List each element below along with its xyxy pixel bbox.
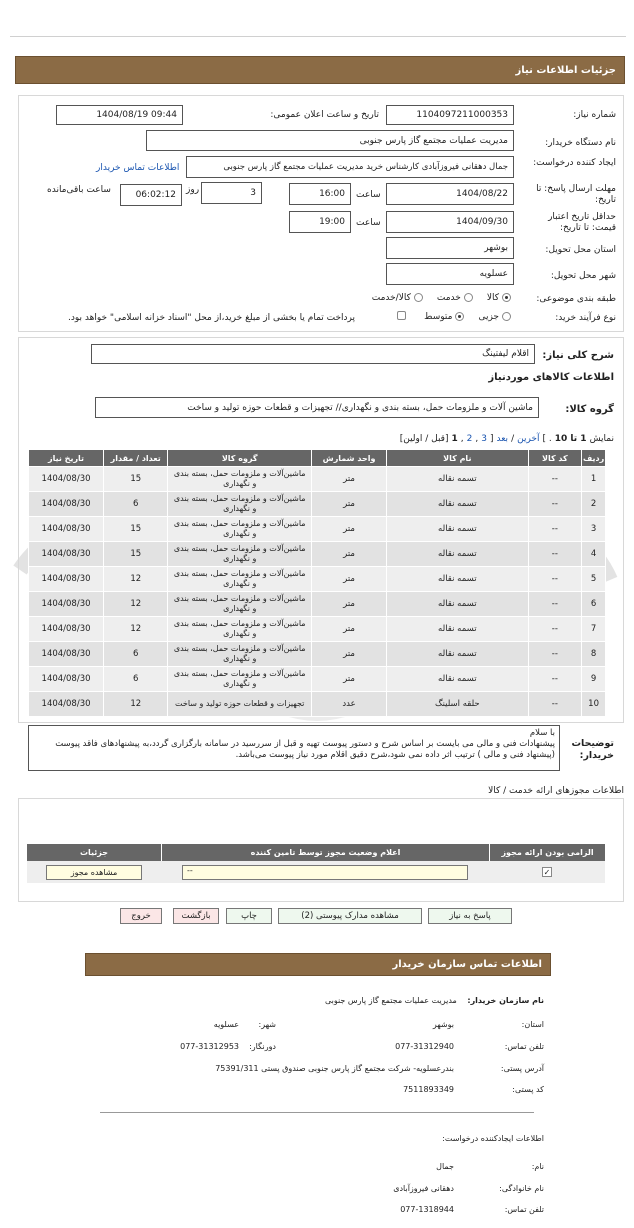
days-field: 3 [201,182,262,204]
table-cell: 8 [582,642,606,667]
table-cell: تسمه نقاله [387,542,529,567]
permits-col-header: اعلام وضعیت مجوز توسط تامین کننده [161,844,489,861]
need-number-field: 1104097211000353 [386,105,514,125]
table-row [29,542,606,567]
group-field: ماشین آلات و ملزومات حمل، بسته بندی و نگهداری// تجهیزات و قطعات حوزه تولید و ساخت [95,397,539,418]
announce-datetime-field: 1404/08/19 09:44 [56,105,183,125]
table-cell: متر [312,617,387,642]
validity-date-field: 1404/09/30 [386,211,514,233]
table-cell: 12 [104,617,168,642]
table-cell: متر [312,567,387,592]
table-cell: ماشین‌آلات و ملزومات حمل، بسته بندی و نگهداری [168,542,312,567]
need-number-label: شماره نیاز: [573,110,616,120]
table-cell: متر [312,667,387,692]
category-option-goods[interactable]: کالا [487,293,511,303]
permits-row [27,861,605,883]
table-cell: 1404/08/30 [29,642,104,667]
table-cell: 3 [582,517,606,542]
reply-button[interactable]: پاسخ به نیاز [428,908,512,924]
items-table [28,449,606,717]
table-row [29,517,606,542]
category-radio-group [372,293,511,303]
process-option-minor[interactable]: جزیی [478,312,511,322]
table-cell: -- [528,642,582,667]
summary-field: اقلام لیفتینگ [91,344,535,364]
table-cell: 6 [582,592,606,617]
process-label: نوع فرآیند خرید: [555,313,616,323]
notes-label: توضیحات خریدار: [571,738,614,761]
table-row [29,592,606,617]
table-cell: -- [528,492,582,517]
table-row [29,567,606,592]
pagination-next-link[interactable]: بعد [496,434,509,444]
summary-label: شرح کلی نیاز: [542,350,614,361]
table-cell: تسمه نقاله [387,492,529,517]
table-cell: متر [312,592,387,617]
table-cell: -- [528,617,582,642]
table-cell: 1404/08/30 [29,592,104,617]
permits-col-header: الزامی بودن ارائه مجوز [489,844,605,861]
exit-button[interactable]: خروج [120,908,162,924]
items-table-wrapper [28,449,606,717]
table-cell: متر [312,642,387,667]
contact-province-label: استان: [521,1020,544,1029]
col-header: واحد شمارش [312,450,387,467]
table-cell: ماشین‌آلات و ملزومات حمل، بسته بندی و نگهداری [168,617,312,642]
col-header: گروه کالا [168,450,312,467]
table-cell: 10 [582,692,606,717]
pagination-last-link[interactable]: آخرین [517,434,540,444]
table-cell: ماشین‌آلات و ملزومات حمل، بسته بندی و نگهداری [168,592,312,617]
table-cell: عدد [312,692,387,717]
deadline-time-field: 16:00 [289,183,351,205]
buyer-org-label: نام دستگاه خریدار: [545,138,616,148]
contact-postal-label: کد پستی: [512,1085,544,1094]
table-cell: 1404/08/30 [29,567,104,592]
category-option-service[interactable]: خدمت [437,293,473,303]
contact-title: اطلاعات تماس سازمان خریدار [392,959,542,970]
pagination: نمایش 1 تا 10 . ] آخرین / بعد [ 3 , 2 , 1 [قبل / اولین] [399,434,614,444]
table-row [29,492,606,517]
print-button[interactable]: چاپ [226,908,272,924]
table-cell: 5 [582,567,606,592]
permit-required-check [489,867,605,877]
validity-time-label: ساعت [356,218,381,228]
group-label: گروه کالا: [565,404,614,415]
table-row [29,692,606,717]
days-label: روز [186,185,200,195]
category-option-both[interactable]: کالا/خدمت [372,293,423,303]
table-cell: حلقه اسلینگ [387,692,529,717]
contact-address-label: آدرس پستی: [500,1064,544,1073]
radio-icon [464,293,473,302]
table-row [29,642,606,667]
payment-note: پرداخت تمام یا بخشی از مبلغ خرید،از محل "اسناد خزانه اسلامی" خواهد بود. [68,313,356,323]
page-title: جزئیات اطلاعات نیاز [515,64,616,76]
deadline-label: مهلت ارسال پاسخ: تا تاریخ: [536,184,616,205]
contact-city: عسلویه [213,1020,239,1029]
table-cell: -- [528,692,582,717]
table-cell: 2 [582,492,606,517]
deadline-date-field: 1404/08/22 [386,183,514,205]
radio-icon [502,312,511,321]
contact-postal: 7511893349 [403,1085,454,1094]
validity-time-field: 19:00 [289,211,351,233]
creator-field: جمال دهقانی فیروزآبادی کارشناس خرید مدیریت عملیات مجتمع گاز پارس جنوبی [186,156,514,178]
table-cell: تجهیزات و قطعات حوزه تولید و ساخت [168,692,312,717]
table-cell: -- [528,517,582,542]
creator-family: دهقانی فیروزآبادی [393,1184,454,1193]
creator-name-label: نام: [531,1162,544,1171]
permit-status-select[interactable]: -- [182,865,468,880]
col-header: تاریخ نیاز [29,450,104,467]
table-cell: -- [528,467,582,492]
contact-fax: 077-31312953 [180,1042,239,1051]
creator-phone: 077-1318944 [400,1205,454,1214]
buyer-org-field: مدیریت عملیات مجتمع گاز پارس جنوبی [146,130,514,151]
table-cell: 1404/08/30 [29,492,104,517]
contact-fax-label: دورنگار: [249,1042,276,1051]
table-cell: -- [528,667,582,692]
table-cell: -- [528,567,582,592]
pagination-page-2[interactable]: 2 [466,434,473,444]
city-field: عسلویه [386,263,514,285]
pagination-prev-first: [قبل / اولین] [399,434,449,444]
table-cell: تسمه نقاله [387,517,529,542]
table-cell: متر [312,467,387,492]
creator-section-title: اطلاعات ایجادکننده درخواست: [442,1134,544,1143]
city-label: شهر محل تحویل: [550,271,616,281]
table-cell: تسمه نقاله [387,467,529,492]
pagination-page-3[interactable]: 3 [481,434,487,444]
table-cell: 1404/08/30 [29,617,104,642]
table-cell: تسمه نقاله [387,592,529,617]
category-label: طبقه بندی موضوعی: [536,294,616,304]
deadline-time-label: ساعت [356,190,381,200]
contact-province: بوشهر [432,1020,454,1029]
creator-family-label: نام خانوادگی: [499,1184,544,1193]
creator-label: ایجاد کننده درخواست: [533,158,616,168]
validity-label: حداقل تاریخ اعتبار قیمت: تا تاریخ: [548,212,616,233]
page-header [15,56,625,84]
announce-label: تاریخ و ساعت اعلان عمومی: [270,110,379,120]
table-cell: 6 [104,667,168,692]
radio-icon [414,293,423,302]
checkmark-icon: ✓ [543,868,551,877]
province-label: استان محل تحویل: [545,245,616,255]
table-cell: متر [312,517,387,542]
table-cell: 1404/08/30 [29,542,104,567]
table-cell: 15 [104,517,168,542]
process-option-medium[interactable]: متوسط [424,312,464,322]
contact-divider [100,1112,534,1113]
permits-col-header: جزئیات [79,848,109,857]
table-row [29,667,606,692]
table-cell: 1 [582,467,606,492]
contact-city-label: شهر: [258,1020,276,1029]
pagination-page-current: 1 [451,434,458,444]
table-cell: 6 [104,642,168,667]
radio-selected-icon [455,312,464,321]
checkbox-icon [397,311,406,320]
table-cell: تسمه نقاله [387,667,529,692]
creator-phone-label: تلفن تماس: [504,1205,544,1214]
view-permit-button[interactable]: مشاهده مجوز [46,865,142,880]
table-cell: 6 [104,492,168,517]
table-cell: ماشین‌آلات و ملزومات حمل، بسته بندی و نگهداری [168,642,312,667]
table-cell: ماشین‌آلات و ملزومات حمل، بسته بندی و نگهداری [168,467,312,492]
table-cell: 1404/08/30 [29,692,104,717]
province-field: بوشهر [386,237,514,259]
back-button[interactable]: بازگشت [173,908,219,924]
table-cell: تسمه نقاله [387,567,529,592]
view-docs-button[interactable]: مشاهده مدارک پیوستی (2) [278,908,422,924]
col-header: تعداد / مقدار [104,450,168,467]
permits-table [27,844,605,883]
remaining-time-field: 06:02:12 [120,184,182,206]
radio-selected-icon [502,293,511,302]
items-section-title: اطلاعات کالاهای موردنیاز [488,372,614,383]
table-cell: 1404/08/30 [29,467,104,492]
contact-org-row: نام سازمان خریدار: مدیریت عملیات مجتمع گاز پارس جنوبی [324,996,544,1005]
table-row [29,617,606,642]
payment-checkbox[interactable] [394,311,406,321]
table-cell: ماشین‌آلات و ملزومات حمل، بسته بندی و نگهداری [168,667,312,692]
permits-title: اطلاعات مجوزهای ارائه خدمت / کالا [488,786,624,796]
col-header: کد کالا [528,450,582,467]
table-cell: 12 [104,567,168,592]
table-cell: 1404/08/30 [29,667,104,692]
table-cell: 1404/08/30 [29,517,104,542]
table-cell: 15 [104,467,168,492]
table-cell: -- [528,542,582,567]
contact-phone-label: تلفن تماس: [504,1042,544,1051]
table-cell: ماشین‌آلات و ملزومات حمل، بسته بندی و نگهداری [168,517,312,542]
contact-phone: 077-31312940 [395,1042,454,1051]
table-cell: ماشین‌آلات و ملزومات حمل، بسته بندی و نگهداری [168,567,312,592]
contact-address: بندرعسلویه- شرکت مجتمع گاز پارس جنوبی صندوق پستی 75391/311 [215,1064,454,1073]
table-cell: 7 [582,617,606,642]
top-divider [10,36,626,37]
table-header-row [29,450,606,467]
process-radio-group [424,312,511,322]
table-cell: 4 [582,542,606,567]
table-cell: 12 [104,592,168,617]
contact-header [85,953,551,976]
table-row [29,467,606,492]
buyer-contact-link[interactable]: اطلاعات تماس خریدار [96,163,180,173]
table-cell: 15 [104,542,168,567]
table-cell: 9 [582,667,606,692]
table-cell: متر [312,492,387,517]
creator-name: جمال [436,1162,454,1171]
table-cell: ماشین‌آلات و ملزومات حمل، بسته بندی و نگهداری [168,492,312,517]
col-header: نام کالا [387,450,529,467]
table-cell: تسمه نقاله [387,642,529,667]
notes-field: با سلام پیشنهادات فنی و مالی می بایست بر اساس شرح و دستور پیوست تهیه و قبل از سررسید در سامانه بارگزاری گردد،به پیشنهادهای فاقد پیوست (پیشنهاد فنی و مالی ) ترتیب اثر داده نمی شود،شرح دقیق اقلام مورد نیاز پیوست می‌باشد. [28,725,560,771]
table-cell: متر [312,542,387,567]
table-cell: 12 [104,692,168,717]
remaining-label: ساعت باقی‌مانده [47,185,111,195]
table-cell: تسمه نقاله [387,617,529,642]
table-cell: -- [528,592,582,617]
col-header: ردیف [582,450,606,467]
